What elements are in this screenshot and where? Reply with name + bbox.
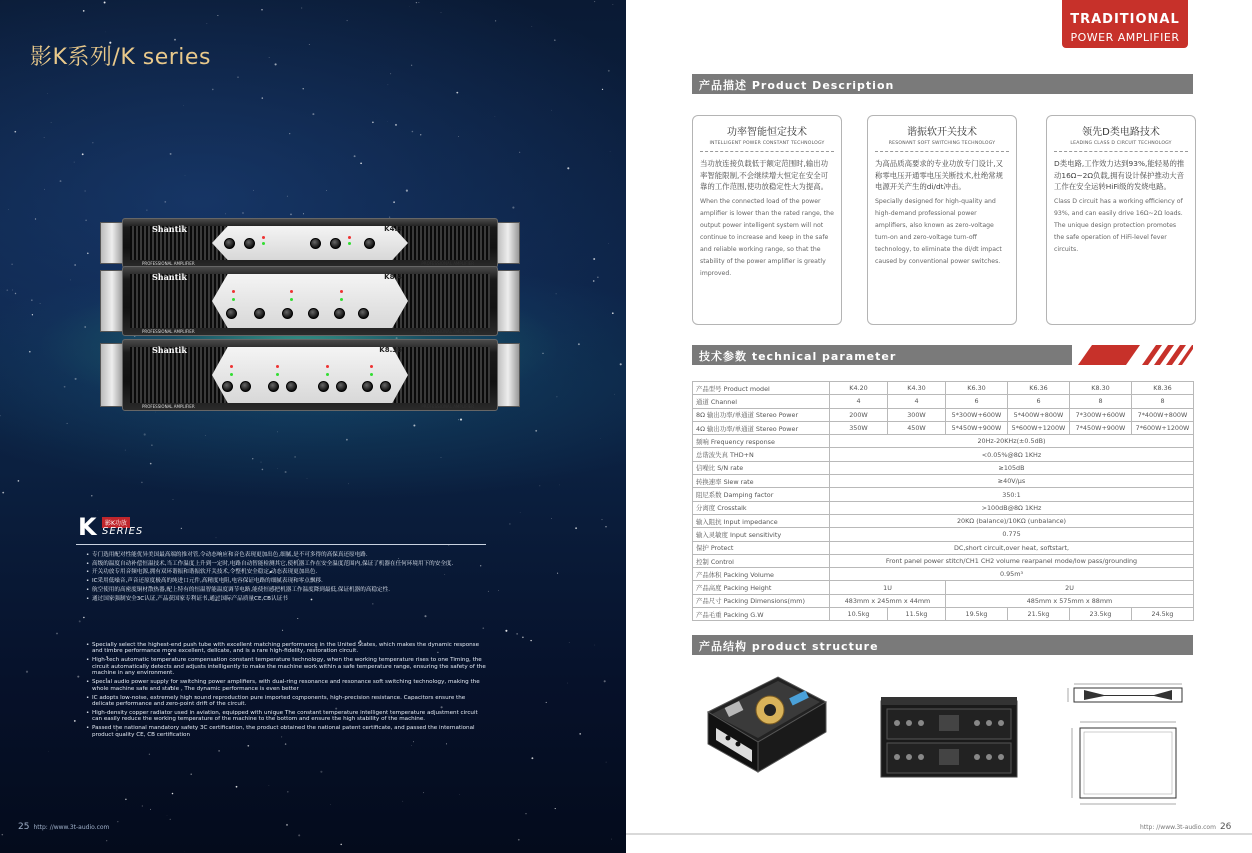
table-cell: 1U xyxy=(830,581,946,594)
card-title: 谐振软开关技术 xyxy=(907,127,977,138)
list-item: • Passed the national mandatory safety 3C certification, the product obtained the national patent certificate, and passed the international product quality CE, CB certification xyxy=(86,725,486,738)
list-item: • 专门选用配对性能优异美国最高端的推对管,令动态响应和音色表现更加出色,细腻,是不可多得的高保真还原电路. xyxy=(86,551,486,560)
card-text-cn: 当功放连接负载低于额定范围时,输出功率智能限制,不会继续增大恒定在安全可靠的工作范围,使功放稳定性大为提高。 xyxy=(700,159,828,191)
card-subtitle: INTELLIGENT POWER CONSTANT TECHNOLOGY xyxy=(709,141,825,146)
table-cell: 7*300W+600W xyxy=(1070,408,1132,421)
english-feature-list xyxy=(86,642,486,741)
row-label: 4Ω 输出功率/单通道 Stereo Power xyxy=(693,421,830,434)
amplifier-internal-photo xyxy=(698,672,828,782)
list-item: • 航空使用的高密度铜材散热器,配上特有的恒温智能温度调节电路,能使恒感把机器工作温度降到最低,保证机器的高稳定性. xyxy=(86,586,486,595)
row-label: 信噪比 S/N rate xyxy=(693,461,830,474)
divider xyxy=(76,544,486,545)
series-tag: 影K功放 xyxy=(102,517,130,528)
page-number: 25 xyxy=(18,822,30,832)
list-item: • Special audio power supply for switching power amplifiers, with dual-ring resonance and resonance soft switching technology, making the whole machine safe and stable , The dynamic performance is even better xyxy=(86,679,486,692)
list-item: • High-tech automatic temperature compensation constant temperature technology, when the working temperature rises to one Timing, the circuit automatically detects and adjusts intelligently to make the machine work within a safe temperature range, ensuring the safety of the machine in any environment. xyxy=(86,657,486,676)
table-cell: 300W xyxy=(888,408,946,421)
table-cell: K8.36 xyxy=(1132,382,1194,395)
table-row xyxy=(693,448,1194,461)
table-row xyxy=(693,541,1194,554)
table-cell: K4.30 xyxy=(888,382,946,395)
list-item: • 通过国家强制安全3C认证,产品获国家专利证书,通过国际产品质量CE,CB认证书 xyxy=(86,595,486,604)
table-cell: >100dB@8Ω 1KHz xyxy=(830,501,1194,514)
card-text-en: Class D circuit has a working efficiency of 93%, and can easily drive 16Ω~2Ω loads. The unique design protection promotes the safe operation of HiFi-level fever circuits. xyxy=(1054,197,1183,253)
row-label: 分离度 Crosstalk xyxy=(693,501,830,514)
section-header-structure: 产品结构 product structure xyxy=(692,635,1193,655)
list-item: • 高级的温度自动补偿恒温技术,当工作温度上升到一定时,电路自动智能检测其它,使机器工作在安全温度范围内,保证了机器在任何环境用下的安全度. xyxy=(86,560,486,569)
amplifier-k8-4 xyxy=(122,266,498,336)
table-cell: 10.5kg xyxy=(830,608,888,621)
table-cell: 200W xyxy=(830,408,888,421)
table-row xyxy=(693,382,1194,395)
list-item: • 开关功放专用音频电源,拥有双环谐振和谐振软开关技术,令整机安全稳定,动态表现更加出色. xyxy=(86,568,486,577)
card-subtitle: LEADING CLASS D CIRCUIT TECHNOLOGY xyxy=(1070,141,1172,146)
amp-model: K8.36 xyxy=(379,346,402,354)
table-cell: 20Hz-20KHz(±0.5dB) xyxy=(830,435,1194,448)
table-cell: 11.5kg xyxy=(888,608,946,621)
amp-label: PROFESSIONAL AMPLIFIER xyxy=(421,404,474,409)
table-cell: K8.30 xyxy=(1070,382,1132,395)
right-footer xyxy=(1140,822,1231,832)
chinese-feature-list xyxy=(86,551,486,603)
amp-model: K8.4 xyxy=(384,273,402,281)
left-footer xyxy=(18,822,109,832)
list-item: • IC采用低噪音,声音还原度极高的纯进口元件,高精度电阻,电容保证电路的细腻表现和零点飘移. xyxy=(86,577,486,586)
amp-brand: Shantik xyxy=(152,272,187,282)
table-row xyxy=(693,395,1194,408)
series-title: 影K系列/K series xyxy=(30,45,211,70)
row-label: 产品体积 Packing Volume xyxy=(693,568,830,581)
row-label: 输入灵敏度 Input sensitivity xyxy=(693,528,830,541)
list-item: • IC adopts low-noise, extremely high sound reproduction pure imported components, high-precision resistance. Capacitors ensure the delicate performance and zero-point drift of the circuit. xyxy=(86,695,486,708)
row-label: 产品尺寸 Packing Dimensions(mm) xyxy=(693,594,830,607)
row-label: 保护 Protect xyxy=(693,541,830,554)
table-cell: 8 xyxy=(1132,395,1194,408)
table-row xyxy=(693,568,1194,581)
amp-label: PROFESSIONAL AMPLIFIER xyxy=(421,329,474,334)
table-cell: 485mm x 575mm x 88mm xyxy=(946,594,1194,607)
amp-label: PROFESSIONAL AMPLIFIER xyxy=(142,261,195,266)
table-row xyxy=(693,594,1194,607)
row-label: 频响 Frequency response xyxy=(693,435,830,448)
table-row xyxy=(693,554,1194,567)
table-cell: K6.30 xyxy=(946,382,1008,395)
table-cell: K4.20 xyxy=(830,382,888,395)
table-cell: 4 xyxy=(888,395,946,408)
row-label: 阻尼系数 Damping factor xyxy=(693,488,830,501)
table-cell: <0.05%@8Ω 1KHz xyxy=(830,448,1194,461)
amp-label: PROFESSIONAL AMPLIFIER xyxy=(421,261,474,266)
row-label: 控制 Control xyxy=(693,554,830,567)
table-cell: 2U xyxy=(946,581,1194,594)
amp-brand: Shantik xyxy=(152,224,187,234)
table-cell: 24.5kg xyxy=(1132,608,1194,621)
table-cell: 21.5kg xyxy=(1008,608,1070,621)
table-cell: ≥40V/μs xyxy=(830,475,1194,488)
amp-label: PROFESSIONAL AMPLIFIER xyxy=(142,329,195,334)
footer-url[interactable]: http: //www.3t-audio.com xyxy=(33,824,110,831)
row-label: 产品型号 Product model xyxy=(693,382,830,395)
decorative-stripes xyxy=(1058,345,1193,365)
section-header-parameter: 技术参数 technical parameter xyxy=(692,345,1072,365)
right-page xyxy=(626,0,1252,853)
series-subtitle: SERIES xyxy=(102,526,144,537)
table-cell: 350:1 xyxy=(830,488,1194,501)
table-cell: 4 xyxy=(830,395,888,408)
table-cell: 7*450W+900W xyxy=(1070,421,1132,434)
table-row xyxy=(693,461,1194,474)
row-label: 产品高度 Packing Height xyxy=(693,581,830,594)
footer-rule xyxy=(626,833,1252,835)
table-cell: DC,short circuit,over heat, softstart, xyxy=(830,541,1194,554)
table-cell: 7*400W+800W xyxy=(1132,408,1194,421)
category-badge xyxy=(1062,0,1188,48)
row-label: 产品毛重 Packing G.W xyxy=(693,608,830,621)
table-cell: 7*600W+1200W xyxy=(1132,421,1194,434)
table-row xyxy=(693,488,1194,501)
card-text-en: Specially designed for high-quality and high-demand professional power amplifiers, also known as zero-voltage turn-on and zero-voltage turn-off technology, to eliminate the di/dt impact caused by conventional power switches. xyxy=(875,197,1002,265)
badge-line2: POWER AMPLIFIER xyxy=(1070,31,1180,44)
section-header-description: 产品描述 Product Description xyxy=(692,74,1193,94)
card-title: 领先D类电路技术 xyxy=(1082,127,1160,138)
footer-url[interactable]: http: //www.3t-audio.com xyxy=(1140,824,1216,831)
table-cell: 0.95m³ xyxy=(830,568,1194,581)
feature-card xyxy=(1046,115,1196,325)
table-cell: 23.5kg xyxy=(1070,608,1132,621)
table-row xyxy=(693,608,1194,621)
table-cell: 450W xyxy=(888,421,946,434)
table-cell: 5*400W+800W xyxy=(1008,408,1070,421)
amplifier-k8-36 xyxy=(122,339,498,411)
amplifier-k4-3 xyxy=(122,218,498,268)
card-text-cn: 为高品质高要求的专业功放专门设计,又称零电压开通零电压关断技术,杜绝常规电源开关产生的di/dt冲击。 xyxy=(875,159,1003,191)
row-label: 总谐波失真 THD+N xyxy=(693,448,830,461)
table-cell: Front panel power stitch/CH1 CH2 volume rearpanel mode/low pass/grounding xyxy=(830,554,1194,567)
table-row xyxy=(693,581,1194,594)
table-row xyxy=(693,435,1194,448)
dimension-drawing xyxy=(1064,680,1194,810)
feature-card xyxy=(867,115,1017,325)
table-row xyxy=(693,408,1194,421)
card-title: 功率智能恒定技术 xyxy=(727,127,807,138)
row-label: 8Ω 输出功率/单通道 Stereo Power xyxy=(693,408,830,421)
table-cell: 6 xyxy=(1008,395,1070,408)
row-label: 输入阻抗 Input impedance xyxy=(693,514,830,527)
page-number: 26 xyxy=(1219,822,1232,832)
card-subtitle: RESONANT SOFT SWITCHING TECHNOLOGY xyxy=(888,141,996,146)
badge-line1: TRADITIONAL xyxy=(1070,12,1180,27)
feature-card xyxy=(692,115,842,325)
table-row xyxy=(693,528,1194,541)
table-cell: 483mm x 245mm x 44mm xyxy=(830,594,946,607)
row-label: 通道 Channel xyxy=(693,395,830,408)
table-cell: 350W xyxy=(830,421,888,434)
amplifier-rear-photo xyxy=(879,695,1019,783)
amp-brand: Shantik xyxy=(152,345,187,355)
table-cell: ≥105dB xyxy=(830,461,1194,474)
table-cell: 6 xyxy=(946,395,1008,408)
table-cell: 19.5kg xyxy=(946,608,1008,621)
table-cell: 5*600W+1200W xyxy=(1008,421,1070,434)
card-text-cn: D类电路,工作效力达到93%,能轻易的推动16Ω~2Ω负载,拥有设计保护推动大音工作在安全运转HiFi级的发烧电路。 xyxy=(1054,159,1185,191)
series-letter: K xyxy=(78,513,97,541)
table-row xyxy=(693,514,1194,527)
table-cell: 5*450W+900W xyxy=(946,421,1008,434)
table-row xyxy=(693,501,1194,514)
table-cell: K6.36 xyxy=(1008,382,1070,395)
table-cell: 8 xyxy=(1070,395,1132,408)
list-item: • High-density copper radiator used in aviation, equipped with unique The constant temperature intelligent temperature adjustment circuit can easily reduce the working temperature of the machine to the bottom and ensure the high stability of the machine. xyxy=(86,710,486,723)
spec-table xyxy=(692,381,1194,621)
card-text-en: When the connected load of the power amplifier is lower than the rated range, the output power intelligent system will not continue to increase and keep in the safe and reliable working range, so that the stability of the power amplifier is greatly improved. xyxy=(700,197,834,277)
table-row xyxy=(693,421,1194,434)
row-label: 转换速率 Slew rate xyxy=(693,475,830,488)
table-cell: 0.775 xyxy=(830,528,1194,541)
table-row xyxy=(693,475,1194,488)
list-item: • Specially select the highest-end push tube with excellent matching performance in the United States, which makes the dynamic response and timbre performance more excellent, delicate, and is a rare high-fidelity, restoration circuit. xyxy=(86,642,486,655)
amp-label: PROFESSIONAL AMPLIFIER xyxy=(142,404,195,409)
amp-model: K4.3 xyxy=(384,225,402,233)
table-cell: 5*300W+600W xyxy=(946,408,1008,421)
table-cell: 20KΩ (balance)/10KΩ (unbalance) xyxy=(830,514,1194,527)
